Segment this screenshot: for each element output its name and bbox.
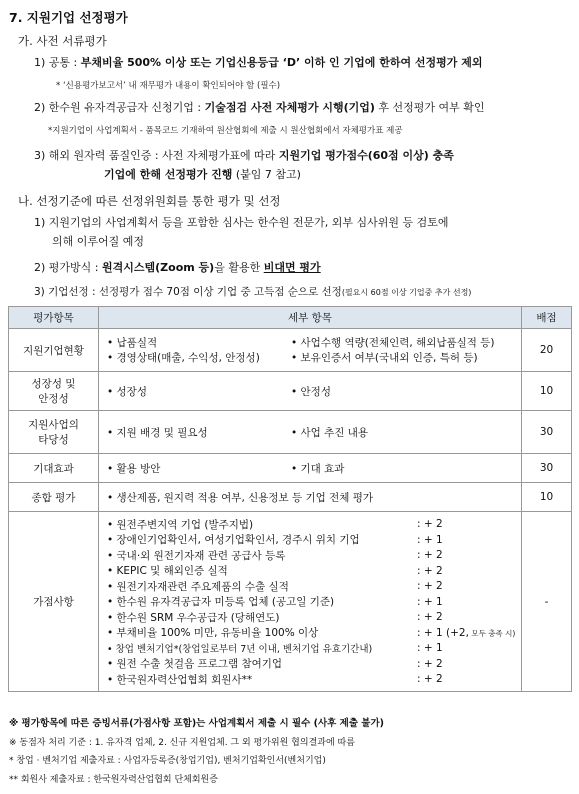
list-item: • 원전기자재관련 주요제품의 수출 실적 : + 2 (107, 578, 521, 594)
na-item-3: 3) 기업선정 : 선정평가 점수 70점 이상 기업 중 고득점 순으로 선정(필요시 60점 이상 기업중 추가 선정) (34, 286, 472, 298)
table-row (9, 483, 572, 512)
row-details: • 활용 방안 • 기대 효과 (99, 454, 522, 483)
row-score: 30 (522, 454, 572, 483)
subsection-ga-heading: 가. 사전 서류평가 (18, 34, 107, 48)
ga-item-1-note: * ‘신용평가보고서’ 내 재무평가 내용이 확인되어야 함 (필수) (56, 81, 281, 91)
list-item: • 원전주변지역 기업 (발주지법) : + 2 (107, 516, 521, 532)
na-item-1-line1: 1) 지원기업의 사업계획서 등을 포함한 심사는 한수원 전문가, 외부 심사위원 등 검토에 (34, 216, 449, 229)
subsection-na-heading: 나. 선정기준에 따른 선정위원회를 통한 평가 및 선정 (18, 194, 281, 208)
header-category: 평가항목 (9, 307, 99, 329)
evaluation-table (8, 306, 572, 692)
list-item: • 부채비율 100% 미만, 유동비율 100% 이상 : + 1 (+2, 모두 충족 시) (107, 625, 521, 641)
ga-item-1: 1) 공통 : 부채비율 500% 이상 또는 기업신용등급 ‘D’ 이하 인 기업에 한하여 선정평가 제외 (34, 56, 483, 69)
table-row-bonus (9, 512, 572, 692)
na-item-2: 2) 평가방식 : 원격시스템(Zoom 등)을 활용한 비대면 평가 (34, 261, 321, 274)
ga-item-2-note: *지원기업이 사업계획서 - 품목코드 기재하여 원산협회에 제출 시 원산협회에서 자체평가표 제공 (48, 126, 403, 136)
row-score: 20 (522, 329, 572, 372)
footer-note-3: * 창업 · 벤처기업 제출자료 : 사업자등록증(창업기업), 벤처기업확인서(벤처기업) (9, 756, 326, 766)
list-item: • 국내·외 원전기자재 관련 공급사 등록 : + 2 (107, 547, 521, 563)
table-row (9, 372, 572, 411)
footer-note-2: ※ 동점자 처리 기준 : 1. 유자격 업체, 2. 신규 지원업체. 그 외 평가위원 협의결과에 따름 (9, 738, 355, 748)
row-score: - (522, 512, 572, 692)
section-title: 7. 지원기업 선정평가 (9, 10, 128, 25)
footer-note-1: ※ 평가항목에 따른 증빙서류(가점사항 포함)는 사업계획서 제출 시 필수 (사후 제출 불가) (9, 718, 385, 729)
na-item-1-line2: 의해 이루어질 예정 (52, 235, 145, 248)
ga-item-3-line2: 기업에 한해 선정평가 진행 (붙임 7 참고) (104, 168, 301, 181)
row-category: 성장성 및 안정성 (9, 372, 99, 411)
footer-note-4: ** 회원사 제출자료 : 한국원자력산업협회 단체회원증 (9, 775, 218, 785)
table-header-row (9, 307, 572, 329)
row-details: • 성장성 • 안정성 (99, 372, 522, 411)
list-item: • 한수원 유자격공급자 미등록 업체 (공고일 기준) : + 1 (107, 594, 521, 610)
bonus-list (99, 512, 522, 692)
row-category: 지원기업현황 (9, 329, 99, 372)
row-details: • 지원 배경 및 필요성 • 사업 추진 내용 (99, 411, 522, 454)
table-row (9, 329, 572, 372)
ga-item-3-line1: 3) 해외 원자력 품질인증 : 사전 자체평가표에 따라 지원기업 평가점수(60점 이상) 충족 (34, 149, 454, 162)
row-category: 종합 평가 (9, 483, 99, 512)
header-details: 세부 항목 (99, 307, 522, 329)
header-score: 배점 (522, 307, 572, 329)
table-row (9, 454, 572, 483)
row-category: 지원사업의 타당성 (9, 411, 99, 454)
row-score: 30 (522, 411, 572, 454)
row-details: • 납품실적 • 사업수행 역량(전체인력, 해외납품실적 등) • 경영상태(매출, 수익성, 안정성) • 보유인증서 여부(국내외 인증, 특허 등) (99, 329, 522, 372)
table-row (9, 411, 572, 454)
list-item: • 창업 벤처기업*(창업일로부터 7년 이내, 벤처기업 유효기간내) : + 1 (107, 640, 521, 656)
list-item: • 한국원자력산업협회 회원사** : + 2 (107, 671, 521, 687)
list-item: • 한수원 SRM 우수공급자 (당해연도) : + 2 (107, 609, 521, 625)
list-item: • 장애인기업확인서, 여성기업확인서, 경주시 위치 기업 : + 1 (107, 532, 521, 548)
ga-item-2: 2) 한수원 유자격공급자 신청기업 : 기술점검 사전 자체평가 시행(기업) 후 선정평가 여부 확인 (34, 101, 485, 114)
row-details: • 생산제품, 원지력 적용 여부, 신용정보 등 기업 전체 평가 (99, 483, 522, 512)
row-category: 기대효과 (9, 454, 99, 483)
row-category: 가점사항 (9, 512, 99, 692)
list-item: • 원전 수출 첫걸음 프로그램 참여기업 : + 2 (107, 656, 521, 672)
list-item: • KEPIC 및 해외인증 실적 : + 2 (107, 563, 521, 579)
row-score: 10 (522, 372, 572, 411)
row-score: 10 (522, 483, 572, 512)
